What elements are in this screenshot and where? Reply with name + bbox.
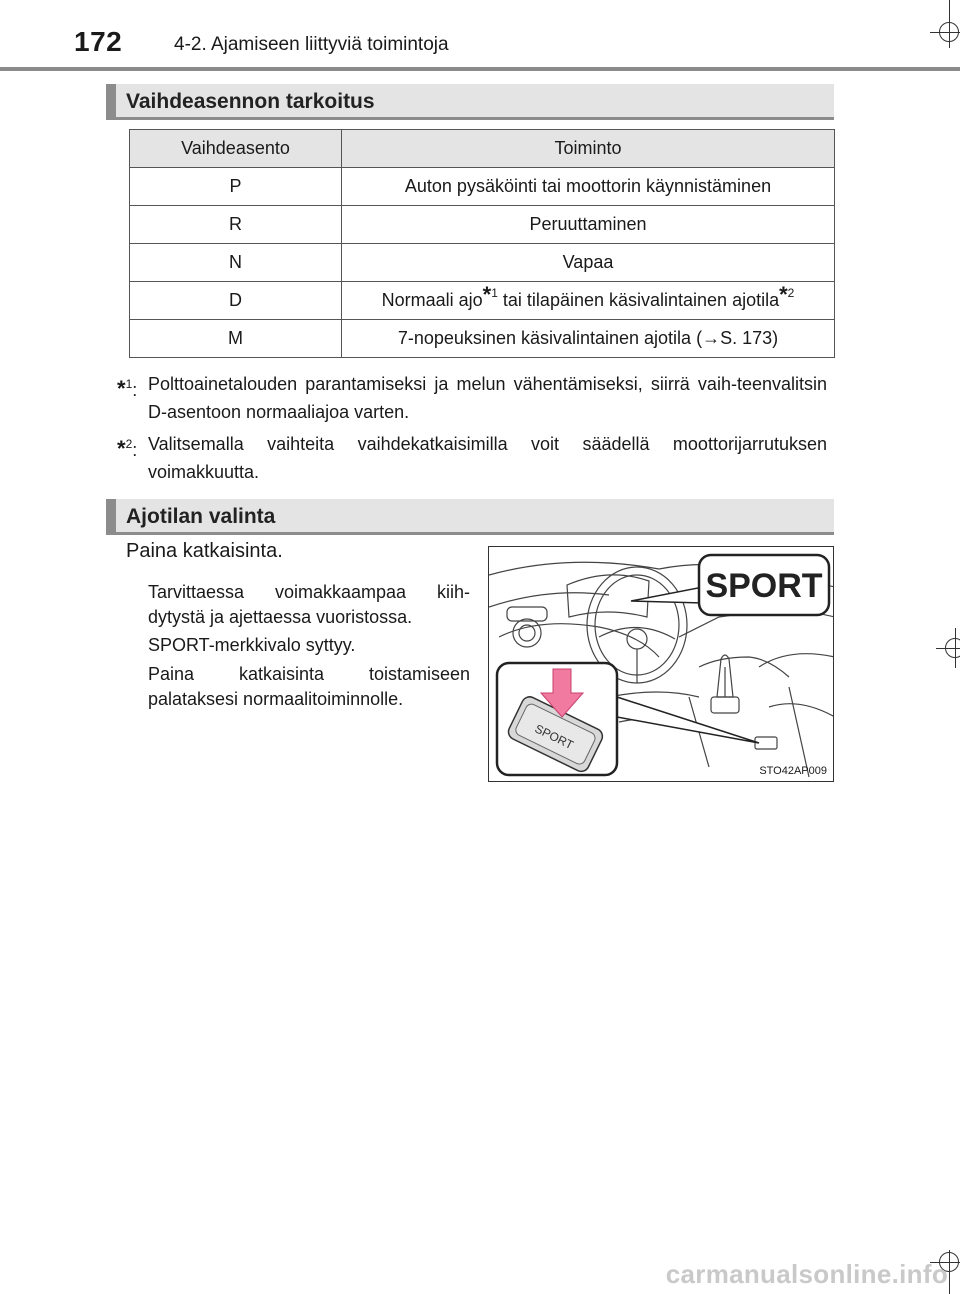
sport-button-text: SPORT [532, 721, 576, 753]
instruction-paragraph: SPORT-merkkivalo syttyy. [148, 635, 356, 655]
footnote-star: * [779, 282, 788, 307]
crop-circle-mid-right [945, 638, 960, 658]
gear-cell: N [130, 244, 342, 282]
footnote-ref: 1 [491, 286, 498, 300]
footnote-text: Valitsemalla vaihteita vaihdekatkaisimilla voit säädellä moottorijarrutuksen voimakkuutta. [148, 434, 827, 482]
gear-cell: M [130, 320, 342, 358]
watermark: carmanualsonline.info [665, 1259, 948, 1289]
crop-circle-top-right [939, 22, 959, 42]
footnote-1 [117, 370, 827, 426]
function-cell: Peruuttaminen [342, 206, 835, 244]
table-header-cell: Vaihdeasento [130, 130, 342, 168]
function-cell: Auton pysäköinti tai moottorin käynnistäminen [342, 168, 835, 206]
sport-switch-illustration [488, 546, 834, 782]
footnote-star: * [482, 282, 492, 307]
function-cell: Vapaa [342, 244, 835, 282]
gear-cell: R [130, 206, 342, 244]
instruction-paragraph: Paina katkaisinta toistamiseen palataksesi normaalitoiminnolle. [148, 664, 470, 709]
footnote-text: Polttoainetalouden parantamiseksi ja melun vähentämiseksi, siirrä vaih-teenvalitsin D-asentoon normaaliajoa varten. [148, 374, 827, 422]
page-number: 172 [74, 26, 123, 57]
section-title: Vaihdeasennon tarkoitus [126, 90, 375, 113]
footnote-ref: 2 [787, 286, 795, 300]
footnote-2 [117, 430, 827, 486]
table-header-row [130, 130, 835, 168]
gear-cell: D [130, 282, 342, 320]
instruction-lead: Paina katkaisinta. [126, 540, 283, 562]
gear-position-table [129, 129, 835, 358]
illustration-label: STO42AP009 [759, 765, 827, 777]
footnote-marker: *$^2$: [117, 436, 138, 461]
instruction-paragraph: Tarvittaessa voimakkaampaa kiih-dytystä ja ajettaessa vuoristossa. [148, 582, 470, 627]
function-text: Normaali ajo [381, 290, 483, 310]
function-text: tai tilapäinen käsivalintainen ajotila [497, 290, 780, 310]
table-header-cell: Toiminto [342, 130, 835, 168]
chapter-title: 4-2. Ajamiseen liittyviä toimintoja [174, 34, 449, 55]
table-row [130, 282, 835, 320]
car-interior-drawing [489, 547, 834, 782]
table-row [130, 168, 835, 206]
footnote-number: 1 [125, 377, 133, 391]
table-row [130, 206, 835, 244]
header-rule [0, 67, 960, 71]
footnote-star: * [117, 436, 126, 461]
gear-cell: P [130, 168, 342, 206]
footnote-marker: *$^1$: [117, 376, 138, 401]
table-row [130, 244, 835, 282]
section-header-gear-positions [106, 84, 834, 120]
function-cell [342, 282, 835, 320]
footnote-star: * [117, 376, 126, 401]
table-row [130, 320, 835, 358]
section-header-drive-mode [106, 499, 834, 535]
footnote-number: 2 [125, 437, 133, 451]
function-cell: 7-nopeuksinen käsivalintainen ajotila (→S. 173) [342, 320, 835, 358]
sport-indicator-text: SPORT [705, 567, 823, 605]
section-title: Ajotilan valinta [126, 505, 276, 528]
